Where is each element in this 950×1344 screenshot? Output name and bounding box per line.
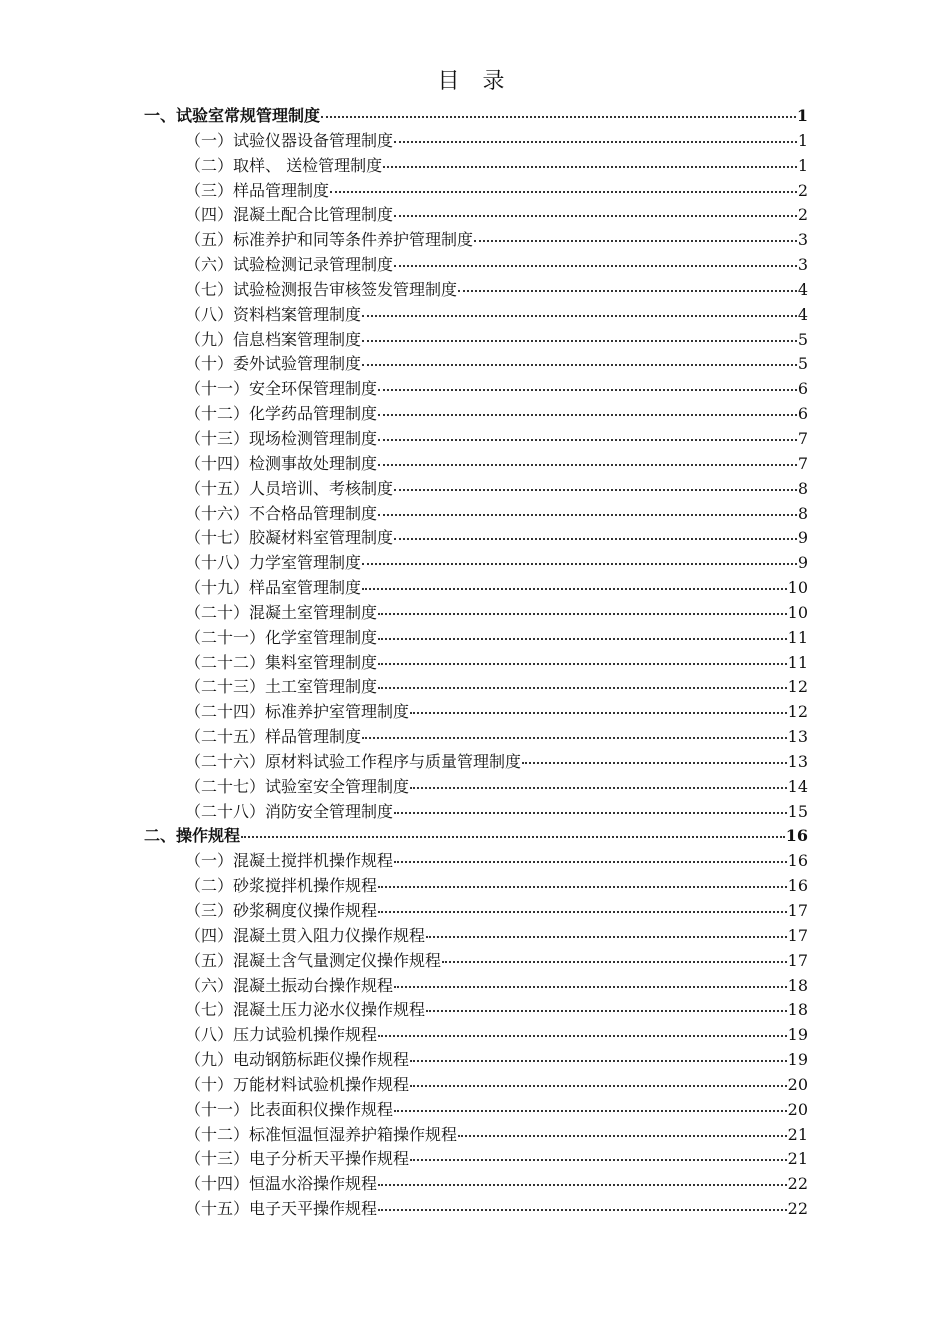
toc-entry-label: （六）试验检测记录管理制度 <box>185 255 394 275</box>
toc-page-number: 1 <box>797 130 808 150</box>
toc-entry-label: （八）压力试验机操作规程 <box>185 1025 378 1045</box>
toc-entry[interactable] <box>144 750 808 775</box>
toc-entry[interactable] <box>144 949 808 974</box>
toc-page-number: 5 <box>797 354 808 374</box>
toc-leader-dots <box>383 165 797 168</box>
toc-entry-label: （九）信息档案管理制度 <box>185 329 362 349</box>
toc-entry-label: （五）混凝土含气量测定仪操作规程 <box>185 950 442 970</box>
toc-leader-dots <box>394 985 787 988</box>
toc-entry-label: （十四）恒温水浴操作规程 <box>185 1174 378 1194</box>
toc-leader-dots <box>378 686 787 689</box>
toc-entry-label: （二）砂浆搅拌机操作规程 <box>185 876 378 896</box>
toc-entry-label: （十二）标准恒温恒湿养护箱操作规程 <box>185 1124 458 1144</box>
toc-leader-dots <box>241 835 785 838</box>
toc-page-number: 17 <box>787 950 808 970</box>
toc-page-number: 16 <box>787 876 808 896</box>
toc-page-number: 20 <box>787 1099 808 1119</box>
toc-leader-dots <box>378 885 787 888</box>
toc-entry-label: （十三）电子分析天平操作规程 <box>185 1149 410 1169</box>
toc-leader-dots <box>410 1084 787 1087</box>
toc-leader-dots <box>362 562 797 565</box>
toc-entry[interactable] <box>144 924 808 949</box>
toc-page-number: 15 <box>787 801 808 821</box>
toc-leader-dots <box>362 339 797 342</box>
toc-entry-label: （三）样品管理制度 <box>185 180 330 200</box>
toc-page-number: 20 <box>787 1074 808 1094</box>
toc-entry-label: （四）混凝土贯入阻力仪操作规程 <box>185 925 426 945</box>
toc-entry[interactable] <box>144 352 808 377</box>
toc-entry[interactable] <box>144 154 808 179</box>
toc-leader-dots <box>378 637 787 640</box>
toc-entry-label: （二）取样、 送检管理制度 <box>185 155 383 175</box>
toc-entry[interactable] <box>144 1048 808 1073</box>
toc-page-number: 10 <box>787 602 808 622</box>
toc-entry[interactable] <box>144 1098 808 1123</box>
toc-entry-label: （二十二）集料室管理制度 <box>185 652 378 672</box>
toc-page-number: 18 <box>787 975 808 995</box>
toc-page-number: 11 <box>787 652 808 672</box>
toc-entry-label: （二十一）化学室管理制度 <box>185 627 378 647</box>
toc-page-number: 3 <box>797 230 808 250</box>
toc-leader-dots <box>378 1034 787 1037</box>
toc-leader-dots <box>378 388 797 391</box>
toc-leader-dots <box>410 1059 787 1062</box>
toc-page-number: 13 <box>787 727 808 747</box>
toc-page-number: 6 <box>797 404 808 424</box>
toc-entry[interactable] <box>144 1123 808 1148</box>
toc-page-number: 18 <box>787 1000 808 1020</box>
toc-leader-dots <box>362 363 797 366</box>
toc-entry-label: （十七）胶凝材料室管理制度 <box>185 528 394 548</box>
toc-page-number: 12 <box>787 677 808 697</box>
toc-entry[interactable] <box>144 377 808 402</box>
toc-entry-label: （十三）现场检测管理制度 <box>185 428 378 448</box>
toc-entry[interactable] <box>144 228 808 253</box>
toc-entry-label: （十二）化学药品管理制度 <box>185 404 378 424</box>
toc-entry[interactable] <box>144 899 808 924</box>
toc-page-number: 2 <box>797 205 808 225</box>
toc-entry[interactable] <box>144 402 808 427</box>
toc-entry-label: （二十）混凝土室管理制度 <box>185 602 378 622</box>
toc-entry-label: 二、操作规程 <box>144 826 241 846</box>
toc-leader-dots <box>330 190 797 193</box>
toc-leader-dots <box>378 463 797 466</box>
toc-entry-label: （九）电动钢筋标距仪操作规程 <box>185 1050 410 1070</box>
toc-entry[interactable] <box>144 253 808 278</box>
toc-entry-label: （十四）检测事故处理制度 <box>185 453 378 473</box>
toc-leader-dots <box>426 935 787 938</box>
toc-leader-dots <box>394 537 797 540</box>
toc-entry[interactable] <box>144 1073 808 1098</box>
toc-entry-label: （十一）安全环保管理制度 <box>185 379 378 399</box>
toc-page-number: 11 <box>787 627 808 647</box>
toc-entry[interactable] <box>144 700 808 725</box>
toc-entry-label: （二十八）消防安全管理制度 <box>185 801 394 821</box>
toc-entry-label: （二十四）标准养护室管理制度 <box>185 702 410 722</box>
toc-entry-label: （十）万能材料试验机操作规程 <box>185 1074 410 1094</box>
toc-entry[interactable] <box>144 651 808 676</box>
toc-page-number: 21 <box>787 1124 808 1144</box>
toc-entry[interactable] <box>144 1197 808 1222</box>
toc-leader-dots <box>378 612 787 615</box>
toc-page-number: 13 <box>787 751 808 771</box>
toc-entry[interactable] <box>144 452 808 477</box>
toc-leader-dots <box>378 1183 787 1186</box>
toc-entry-label: （二十七）试验室安全管理制度 <box>185 776 410 796</box>
toc-entry[interactable] <box>144 502 808 527</box>
toc-entry[interactable] <box>144 551 808 576</box>
toc-leader-dots <box>378 438 797 441</box>
toc-leader-dots <box>378 513 797 516</box>
toc-entry[interactable] <box>144 129 808 154</box>
toc-leader-dots <box>394 860 787 863</box>
toc-entry[interactable] <box>144 278 808 303</box>
toc-page-number: 16 <box>787 851 808 871</box>
toc-entry[interactable] <box>144 675 808 700</box>
toc-leader-dots <box>378 662 787 665</box>
toc-page-number: 17 <box>787 925 808 945</box>
toc-page-number: 1 <box>797 155 808 175</box>
table-of-contents <box>144 104 808 1222</box>
toc-entry-label: （六）混凝土振动台操作规程 <box>185 975 394 995</box>
toc-entry-label: （七）试验检测报告审核签发管理制度 <box>185 279 458 299</box>
toc-entry[interactable] <box>144 1172 808 1197</box>
toc-entry-label: （八）资料档案管理制度 <box>185 304 362 324</box>
toc-entry[interactable] <box>144 849 808 874</box>
toc-entry-label: （一）试验仪器设备管理制度 <box>185 130 394 150</box>
toc-leader-dots <box>410 1158 787 1161</box>
toc-leader-dots <box>410 711 787 714</box>
toc-entry[interactable] <box>144 1147 808 1172</box>
toc-leader-dots <box>394 140 797 143</box>
toc-leader-dots <box>378 413 797 416</box>
toc-entry-label: （十八）力学室管理制度 <box>185 553 362 573</box>
toc-section-entry[interactable] <box>144 104 808 129</box>
toc-page-number: 3 <box>797 255 808 275</box>
toc-leader-dots <box>458 1134 787 1137</box>
toc-entry[interactable] <box>144 725 808 750</box>
toc-page-number: 4 <box>797 279 808 299</box>
toc-page-number: 21 <box>787 1149 808 1169</box>
toc-page-number: 22 <box>787 1174 808 1194</box>
toc-leader-dots <box>321 115 796 118</box>
toc-page-number: 19 <box>787 1050 808 1070</box>
toc-entry-label: （十一）比表面积仪操作规程 <box>185 1099 394 1119</box>
toc-entry[interactable] <box>144 800 808 825</box>
toc-entry-label: （七）混凝土压力泌水仪操作规程 <box>185 1000 426 1020</box>
toc-leader-dots <box>394 1109 787 1112</box>
toc-entry[interactable] <box>144 974 808 999</box>
toc-page-number: 9 <box>797 528 808 548</box>
toc-leader-dots <box>362 736 787 739</box>
toc-entry-label: （十五）人员培训、考核制度 <box>185 478 394 498</box>
toc-page-number: 9 <box>797 553 808 573</box>
toc-page-number: 10 <box>787 578 808 598</box>
toc-leader-dots <box>394 811 787 814</box>
toc-leader-dots <box>442 960 787 963</box>
toc-entry[interactable] <box>144 328 808 353</box>
toc-entry-label: （二十五）样品管理制度 <box>185 727 362 747</box>
toc-entry-label: （十五）电子天平操作规程 <box>185 1199 378 1219</box>
toc-entry-label: （三）砂浆稠度仪操作规程 <box>185 901 378 920</box>
toc-leader-dots <box>394 488 797 491</box>
toc-leader-dots <box>394 214 797 217</box>
toc-page-number: 16 <box>785 826 808 846</box>
toc-entry[interactable] <box>144 303 808 328</box>
toc-page-number: 7 <box>797 453 808 473</box>
toc-page-number: 8 <box>797 503 808 523</box>
toc-page-number: 7 <box>797 428 808 448</box>
toc-page-number: 17 <box>787 901 808 920</box>
toc-entry-label: （十六）不合格品管理制度 <box>185 503 378 523</box>
toc-entry[interactable] <box>144 1023 808 1048</box>
toc-entry-label: （四）混凝土配合比管理制度 <box>185 205 394 225</box>
toc-entry[interactable] <box>144 626 808 651</box>
toc-page-number: 6 <box>797 379 808 399</box>
toc-leader-dots <box>378 1208 787 1211</box>
toc-page-number: 2 <box>797 180 808 200</box>
toc-page-number: 19 <box>787 1025 808 1045</box>
toc-entry[interactable] <box>144 998 808 1023</box>
toc-entry[interactable] <box>144 576 808 601</box>
toc-entry-label: （五）标准养护和同等条件养护管理制度 <box>185 230 474 250</box>
toc-entry-label: 一、试验室常规管理制度 <box>144 106 321 125</box>
toc-entry[interactable] <box>144 775 808 800</box>
toc-title: 目 录 <box>437 69 513 94</box>
toc-entry[interactable] <box>144 601 808 626</box>
toc-leader-dots <box>474 239 797 242</box>
toc-page-number: 5 <box>797 329 808 349</box>
toc-entry-label: （十）委外试验管理制度 <box>185 354 362 374</box>
toc-page-number: 1 <box>796 106 808 125</box>
toc-entry[interactable] <box>144 526 808 551</box>
toc-entry[interactable] <box>144 179 808 204</box>
toc-leader-dots <box>394 264 797 267</box>
toc-entry-label: （十九）样品室管理制度 <box>185 578 362 598</box>
toc-leader-dots <box>410 786 787 789</box>
toc-section-entry[interactable] <box>144 824 808 849</box>
toc-page-number: 14 <box>787 776 808 796</box>
toc-page-number: 12 <box>787 702 808 722</box>
toc-leader-dots <box>458 289 797 292</box>
toc-page-number: 4 <box>797 304 808 324</box>
toc-entry[interactable] <box>144 427 808 452</box>
toc-leader-dots <box>362 587 787 590</box>
toc-entry-label: （二十六）原材料试验工作程序与质量管理制度 <box>185 751 522 771</box>
toc-entry-label: （二十三）土工室管理制度 <box>185 677 378 697</box>
toc-leader-dots <box>522 761 787 764</box>
toc-page-number: 22 <box>787 1199 808 1219</box>
toc-entry[interactable] <box>144 477 808 502</box>
toc-leader-dots <box>426 1009 787 1012</box>
toc-entry[interactable] <box>144 874 808 899</box>
toc-leader-dots <box>378 910 787 913</box>
toc-entry-label: （一）混凝土搅拌机操作规程 <box>185 851 394 871</box>
toc-page-number: 8 <box>797 478 808 498</box>
toc-entry[interactable] <box>144 203 808 228</box>
toc-leader-dots <box>362 314 797 317</box>
